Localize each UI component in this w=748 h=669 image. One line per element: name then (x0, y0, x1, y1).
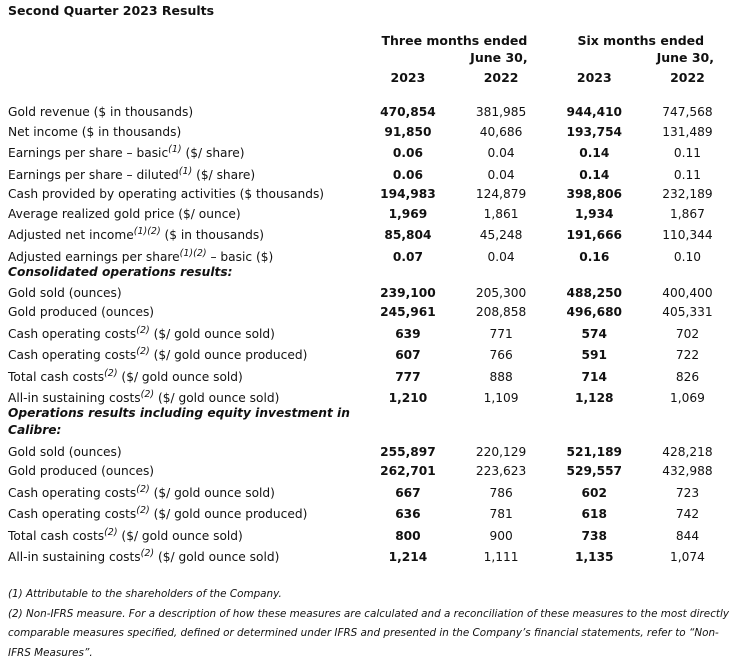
section-header-row (6, 264, 734, 281)
three-months-2022-value: 888 (489, 369, 513, 384)
six-months-2023-value: 398,806 (566, 187, 623, 202)
table-row (6, 182, 734, 201)
year-header: 2022 (670, 69, 705, 85)
footnote-ref: (1) (178, 165, 193, 177)
three-months-2023-value: 607 (395, 348, 421, 363)
three-months-2022-value: 786 (489, 485, 513, 500)
row-label: Adjusted earnings per share$^{(1)(2)}$ – basic ($) (8, 247, 274, 264)
six-months-2022-value: 400,400 (662, 285, 713, 300)
three-months-2023-value: 1,210 (388, 391, 428, 406)
six-months-2023-value: 0.14 (579, 167, 610, 182)
three-months-2023-value: 0.06 (392, 146, 423, 161)
three-months-2022-value: 1,861 (483, 206, 519, 221)
six-months-header: Six months ended (577, 33, 705, 48)
footnote-ref: (2) (136, 346, 150, 358)
footnote: (2) Non-IFRS measure. For a description of how these measures are calculated and a reconciliation of these measures to the most directly comparable measures specified, defined or determined under IFRS and presented in the Company’s financial statements, refer to “Non-IFRS Measures”. (8, 607, 730, 659)
six-months-2023-value: 591 (581, 348, 607, 363)
footnote-ref: (1) (168, 144, 182, 156)
footnote-ref: (1)(2) (133, 226, 161, 237)
row-label: Gold sold (ounces) (8, 444, 122, 459)
six-months-2022-value: 405,331 (662, 305, 713, 320)
three-months-2022-value: 1,109 (483, 391, 519, 406)
three-months-2022-value: 124,879 (475, 187, 527, 202)
row-label: Cash operating costs$^{(2)}$ ($/ gold ounce produced) (8, 346, 308, 363)
six-months-2023-value: 618 (581, 507, 607, 522)
three-months-2022-value: 766 (489, 348, 513, 363)
section-title: Consolidated operations results: (8, 264, 233, 279)
six-months-2023-value: 191,666 (566, 228, 623, 243)
six-months-2023-value: 0.16 (579, 249, 610, 264)
three-months-2022-value: 45,248 (479, 228, 523, 243)
three-months-2022-value: 0.04 (487, 146, 515, 161)
row-label: Total cash costs$^{(2)}$ ($/ gold ounce sold) (8, 367, 243, 384)
three-months-2023-value: 667 (395, 485, 421, 500)
six-months-2022-value: 0.11 (673, 167, 702, 182)
table-row (6, 341, 734, 363)
three-months-2022-value: 205,300 (475, 285, 527, 300)
table-row (6, 139, 734, 161)
three-months-2022-value: 381,985 (475, 105, 527, 120)
six-months-2022-value: 110,344 (662, 228, 713, 243)
six-months-2023-value: 944,410 (566, 105, 623, 120)
six-months-2023-value: 574 (581, 326, 607, 341)
row-label: Cash provided by operating activities ($ thousands) (8, 187, 325, 202)
three-months-2022-value: 1,111 (483, 550, 519, 565)
row-label: Cash operating costs$^{(2)}$ ($/ gold ounce produced) (8, 505, 308, 522)
table-row (6, 543, 734, 565)
row-label: Earnings per share – basic$^{(1)}$ ($/ share) (8, 144, 245, 161)
six-months-2023-value: 738 (581, 528, 607, 543)
six-months-2022-value: 0.11 (673, 146, 702, 161)
table-row (6, 300, 734, 319)
footnote-ref: (2) (136, 324, 150, 336)
table-row (6, 478, 734, 500)
results-table (6, 32, 734, 564)
footnote-ref: (2) (140, 389, 155, 401)
row-label: Earnings per share – diluted$^{(1)}$ ($/ share) (8, 165, 256, 182)
table-row (6, 242, 734, 264)
six-months-2022-value: 232,189 (662, 187, 713, 202)
three-months-2023-value: 239,100 (380, 285, 436, 300)
three-months-2022-value: 0.04 (487, 249, 515, 264)
six-months-2022-value: 702 (675, 326, 700, 341)
six-months-2023-value: 488,250 (566, 285, 623, 300)
three-months-2022-value: 900 (489, 528, 513, 543)
section-header-row (6, 405, 734, 439)
six-months-2023-value: 1,934 (574, 206, 614, 221)
six-months-2023-value: 0.14 (579, 146, 610, 161)
three-months-2023-value: 0.07 (392, 249, 423, 264)
six-months-2022-value: 0.10 (673, 249, 702, 264)
footnote-ref: (1)(2) (179, 247, 207, 259)
six-months-2022-value: 742 (675, 507, 700, 522)
table-row (6, 459, 734, 478)
three-months-2023-value: 245,961 (380, 305, 436, 320)
three-months-2023-value: 0.06 (392, 167, 423, 182)
six-months-2023-value: 529,557 (566, 464, 623, 479)
six-months-2023-value: 1,135 (574, 550, 614, 565)
row-label: Total cash costs$^{(2)}$ ($/ gold ounce sold) (8, 526, 243, 543)
table-row (6, 160, 734, 182)
table-row (6, 281, 734, 300)
six-months-2023-value: 602 (581, 485, 607, 500)
row-label: Average realized gold price ($/ ounce) (8, 206, 241, 221)
year-header: 2023 (576, 69, 612, 85)
row-label: Gold produced (ounces) (8, 464, 155, 479)
three-months-2022-value: 771 (489, 326, 513, 341)
footnote: (1) Attributable to the shareholders of the Company. (8, 588, 282, 600)
three-months-date: June 30, (470, 50, 528, 65)
six-months-2023-value: 521,189 (566, 444, 623, 459)
three-months-2023-value: 194,983 (380, 187, 436, 202)
three-months-2023-value: 639 (395, 326, 421, 341)
three-months-2022-value: 220,129 (475, 444, 527, 459)
six-months-2022-value: 1,074 (670, 550, 705, 565)
six-months-2022-value: 1,069 (670, 391, 705, 406)
table-row (6, 384, 734, 406)
six-months-2023-value: 714 (581, 369, 607, 384)
table-row (6, 439, 734, 458)
three-months-2022-value: 40,686 (479, 124, 523, 139)
three-months-2022-value: 0.04 (487, 167, 515, 182)
six-months-2023-value: 1,128 (574, 391, 614, 406)
table-row (6, 100, 734, 119)
footnote-ref: (2) (136, 483, 150, 495)
three-months-2023-value: 91,850 (384, 124, 432, 139)
six-months-2022-value: 432,988 (662, 464, 713, 479)
three-months-2023-value: 1,214 (388, 550, 428, 565)
table-row (6, 319, 734, 341)
six-months-2022-value: 723 (675, 485, 700, 500)
row-label: Adjusted net income$^{(1)(2)}$ ($ in thousands) (8, 226, 264, 243)
three-months-2023-value: 470,854 (380, 105, 436, 120)
three-months-2023-value: 1,969 (388, 206, 428, 221)
three-months-2023-value: 777 (395, 369, 421, 384)
footnote-ref: (2) (140, 548, 155, 560)
three-months-2023-value: 255,897 (380, 444, 436, 459)
six-months-2023-value: 193,754 (566, 124, 623, 139)
row-label: Gold revenue ($ in thousands) (8, 105, 194, 120)
six-months-2023-value: 496,680 (566, 305, 623, 320)
six-months-2022-value: 131,489 (662, 124, 713, 139)
six-months-2022-value: 747,568 (662, 105, 713, 120)
three-months-2023-value: 262,701 (380, 464, 436, 479)
six-months-2022-value: 722 (675, 348, 700, 363)
table-row (6, 362, 734, 384)
table-row (6, 521, 734, 543)
footnote-ref: (2) (104, 367, 118, 379)
row-label: Cash operating costs$^{(2)}$ ($/ gold ounce sold) (8, 483, 275, 500)
year-header: 2023 (390, 69, 426, 85)
three-months-2023-value: 800 (395, 528, 421, 543)
row-label: Cash operating costs$^{(2)}$ ($/ gold ounce sold) (8, 324, 275, 341)
row-label: Gold sold (ounces) (8, 285, 122, 300)
three-months-2022-value: 781 (489, 507, 513, 522)
footnotes (8, 585, 738, 663)
three-months-2023-value: 636 (395, 507, 421, 522)
row-label: All-in sustaining costs$^{(2)}$ ($/ gold ounce sold) (8, 548, 280, 565)
six-months-2022-value: 428,218 (662, 444, 713, 459)
six-months-date: June 30, (656, 50, 714, 65)
footnote-ref: (2) (136, 505, 150, 517)
row-label: Net income ($ in thousands) (8, 124, 182, 139)
three-months-header: Three months ended (381, 33, 528, 48)
three-months-2023-value: 85,804 (384, 228, 432, 243)
three-months-2022-value: 223,623 (475, 464, 527, 479)
footnote-ref: (2) (104, 526, 118, 538)
row-label: All-in sustaining costs$^{(2)}$ ($/ gold ounce sold) (8, 389, 280, 406)
three-months-2022-value: 208,858 (475, 305, 527, 320)
table-row (6, 201, 734, 220)
table-row (6, 221, 734, 243)
row-label: Gold produced (ounces) (8, 305, 155, 320)
section-title: Operations results including equity investment in Calibre: (8, 406, 350, 438)
six-months-2022-value: 1,867 (670, 206, 705, 221)
six-months-2022-value: 844 (675, 528, 700, 543)
page-title: Second Quarter 2023 Results (8, 3, 215, 18)
table-row (6, 119, 734, 138)
year-header: 2022 (483, 69, 519, 85)
table-row (6, 500, 734, 522)
six-months-2022-value: 826 (675, 369, 700, 384)
